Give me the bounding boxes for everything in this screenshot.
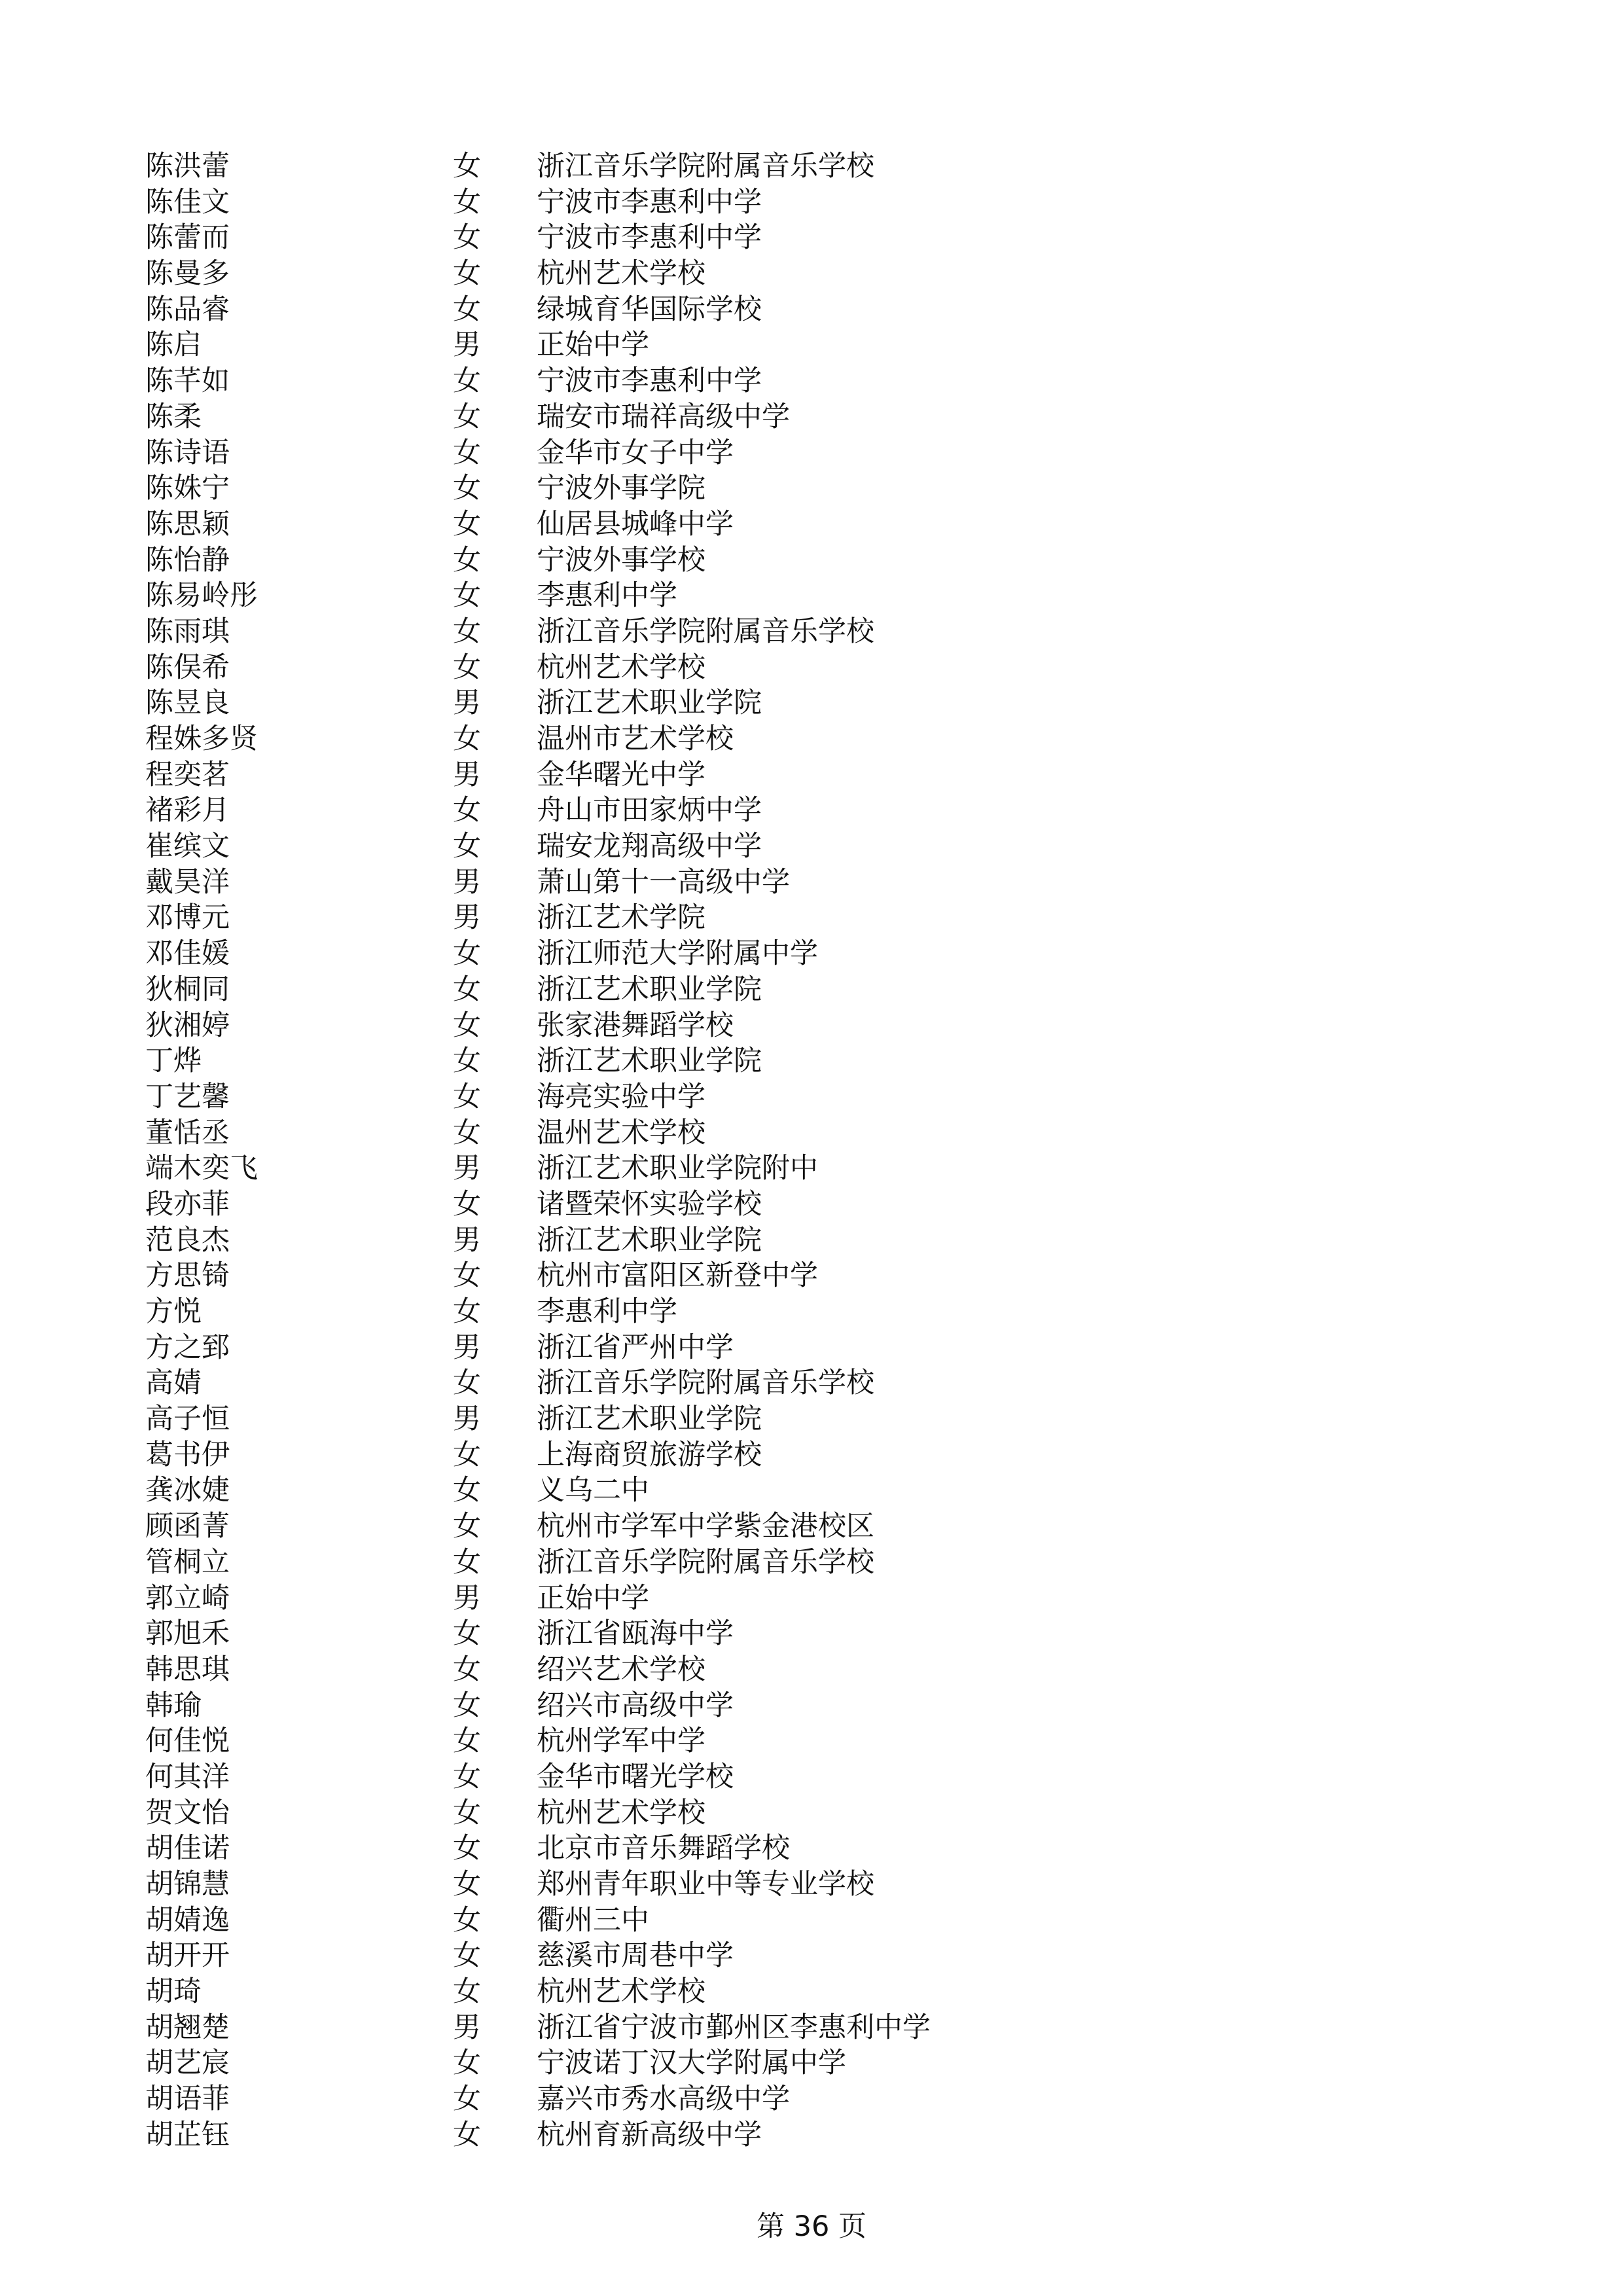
student-gender: 女 xyxy=(453,1187,481,1221)
student-school: 浙江省宁波市鄞州区李惠利中学 xyxy=(537,2011,931,2044)
list-item xyxy=(145,507,1323,543)
list-item xyxy=(145,220,1323,256)
student-gender: 女 xyxy=(453,1259,481,1293)
list-item xyxy=(145,435,1323,471)
student-name: 管桐立 xyxy=(145,1545,230,1579)
student-gender: 女 xyxy=(453,507,481,541)
student-school: 浙江艺术职业学院 xyxy=(537,687,762,720)
student-gender: 女 xyxy=(453,1116,481,1149)
student-name: 丁艺馨 xyxy=(145,1080,230,1113)
list-item xyxy=(145,471,1323,507)
student-name: 陈洪蕾 xyxy=(145,150,230,183)
student-school: 舟山市田家炳中学 xyxy=(537,794,762,827)
student-name: 陈俣希 xyxy=(145,651,230,684)
student-name: 崔缤文 xyxy=(145,830,230,863)
student-name: 陈品睿 xyxy=(145,293,230,326)
student-name: 狄桐同 xyxy=(145,973,230,1006)
student-school: 金华曙光中学 xyxy=(537,758,705,791)
list-item xyxy=(145,1330,1323,1366)
student-gender: 女 xyxy=(453,543,481,577)
student-school: 浙江音乐学院附属音乐学校 xyxy=(537,150,874,183)
student-gender: 女 xyxy=(453,1545,481,1579)
student-name: 陈佳文 xyxy=(145,185,230,219)
student-name: 褚彩月 xyxy=(145,794,230,827)
list-item xyxy=(145,2117,1323,2153)
student-gender: 女 xyxy=(453,723,481,755)
student-name: 陈姝宁 xyxy=(145,472,230,505)
student-gender: 女 xyxy=(453,2083,481,2116)
list-item xyxy=(145,1187,1323,1223)
list-item xyxy=(145,1616,1323,1652)
student-school: 浙江艺术职业学院 xyxy=(537,1223,762,1257)
student-name: 陈曼多 xyxy=(145,257,230,291)
list-item xyxy=(145,1581,1323,1617)
student-school: 宁波外事学院 xyxy=(537,472,705,505)
student-school: 杭州育新高级中学 xyxy=(537,2118,762,2151)
student-name: 陈昱良 xyxy=(145,687,230,720)
student-name: 龚冰婕 xyxy=(145,1474,230,1507)
student-name: 胡锦慧 xyxy=(145,1868,230,1901)
student-name: 丁烨 xyxy=(145,1045,202,1078)
list-item xyxy=(145,1974,1323,2010)
student-gender: 女 xyxy=(453,651,481,684)
student-gender: 女 xyxy=(453,2118,481,2151)
student-school: 温州市艺术学校 xyxy=(537,723,734,755)
list-item xyxy=(145,1795,1323,1831)
student-gender: 男 xyxy=(453,1403,481,1436)
list-item xyxy=(145,650,1323,686)
student-gender: 男 xyxy=(453,865,481,899)
student-gender: 女 xyxy=(453,1832,481,1865)
student-gender: 女 xyxy=(453,1903,481,1937)
list-item xyxy=(145,1473,1323,1509)
student-school: 浙江艺术职业学院 xyxy=(537,1045,762,1078)
student-gender: 女 xyxy=(453,1438,481,1471)
student-name: 陈诗语 xyxy=(145,436,230,469)
list-item xyxy=(145,2081,1323,2117)
student-name: 高子恒 xyxy=(145,1403,230,1436)
list-item xyxy=(145,2045,1323,2081)
student-name: 戴昊洋 xyxy=(145,865,230,899)
list-item xyxy=(145,1079,1323,1115)
student-gender: 女 xyxy=(453,400,481,433)
student-name: 韩思琪 xyxy=(145,1653,230,1686)
student-school: 宁波市李惠利中学 xyxy=(537,221,762,255)
student-school: 衢州三中 xyxy=(537,1903,649,1937)
student-name: 狄湘婷 xyxy=(145,1009,230,1042)
student-name: 范良杰 xyxy=(145,1223,230,1257)
list-item xyxy=(145,865,1323,901)
list-item xyxy=(145,1723,1323,1759)
student-school: 诸暨荣怀实验学校 xyxy=(537,1187,762,1221)
student-school: 金华市曙光学校 xyxy=(537,1760,734,1793)
student-name: 程姝多贤 xyxy=(145,723,258,755)
student-name: 郭立崎 xyxy=(145,1581,230,1615)
list-item xyxy=(145,1938,1323,1974)
student-name: 陈雨琪 xyxy=(145,615,230,648)
student-name: 胡艺宸 xyxy=(145,2047,230,2080)
student-name: 方之郅 xyxy=(145,1331,230,1364)
student-name: 贺文怡 xyxy=(145,1796,230,1829)
list-item xyxy=(145,1759,1323,1795)
student-gender: 男 xyxy=(453,1223,481,1257)
student-school: 杭州学军中学 xyxy=(537,1725,705,1758)
student-gender: 女 xyxy=(453,615,481,648)
student-name: 胡芷钰 xyxy=(145,2118,230,2151)
list-item xyxy=(145,1115,1323,1151)
student-gender: 女 xyxy=(453,1725,481,1758)
list-item xyxy=(145,578,1323,614)
list-item xyxy=(145,614,1323,650)
student-name: 邓佳媛 xyxy=(145,937,230,971)
student-school: 宁波市李惠利中学 xyxy=(537,185,762,219)
student-gender: 女 xyxy=(453,1510,481,1543)
student-gender: 男 xyxy=(453,687,481,720)
list-item xyxy=(145,1509,1323,1545)
student-school: 浙江艺术学院 xyxy=(537,901,705,935)
student-school: 正始中学 xyxy=(537,329,649,362)
student-name: 胡翘楚 xyxy=(145,2011,230,2044)
list-item xyxy=(145,1867,1323,1903)
student-school: 宁波外事学校 xyxy=(537,543,705,577)
student-list xyxy=(145,149,1323,2153)
student-name: 陈芊如 xyxy=(145,365,230,398)
student-gender: 女 xyxy=(453,1045,481,1078)
student-name: 方思锜 xyxy=(145,1259,230,1293)
student-gender: 女 xyxy=(453,1653,481,1686)
student-gender: 女 xyxy=(453,579,481,613)
student-gender: 女 xyxy=(453,150,481,183)
list-item xyxy=(145,292,1323,328)
list-item xyxy=(145,149,1323,185)
student-gender: 女 xyxy=(453,1868,481,1901)
student-name: 胡琦 xyxy=(145,1975,202,2009)
student-gender: 女 xyxy=(453,973,481,1006)
student-school: 宁波市李惠利中学 xyxy=(537,365,762,398)
student-gender: 女 xyxy=(453,1796,481,1829)
student-school: 浙江音乐学院附属音乐学校 xyxy=(537,1367,874,1400)
list-item xyxy=(145,1008,1323,1044)
student-name: 葛书伊 xyxy=(145,1438,230,1471)
student-school: 杭州艺术学校 xyxy=(537,1975,705,2009)
list-item xyxy=(145,1151,1323,1187)
student-gender: 男 xyxy=(453,329,481,362)
student-gender: 女 xyxy=(453,1009,481,1042)
student-school: 绍兴市高级中学 xyxy=(537,1689,734,1722)
list-item xyxy=(145,972,1323,1008)
list-item xyxy=(145,185,1323,221)
student-school: 瑞安龙翔高级中学 xyxy=(537,830,762,863)
list-item xyxy=(145,1903,1323,1939)
list-item xyxy=(145,685,1323,721)
student-gender: 男 xyxy=(453,1331,481,1364)
student-name: 胡开开 xyxy=(145,1939,230,1973)
list-item xyxy=(145,1688,1323,1724)
student-gender: 女 xyxy=(453,185,481,219)
student-school: 浙江艺术职业学院 xyxy=(537,1403,762,1436)
student-gender: 女 xyxy=(453,794,481,827)
student-school: 上海商贸旅游学校 xyxy=(537,1438,762,1471)
student-gender: 女 xyxy=(453,1295,481,1328)
student-gender: 女 xyxy=(453,1617,481,1651)
list-item xyxy=(145,543,1323,579)
student-school: 李惠利中学 xyxy=(537,579,677,613)
list-item xyxy=(145,327,1323,363)
student-school: 杭州市学军中学紫金港校区 xyxy=(537,1510,874,1543)
student-school: 郑州青年职业中等专业学校 xyxy=(537,1868,874,1901)
page-number: 第 36 页 xyxy=(756,2210,867,2243)
student-school: 义乌二中 xyxy=(537,1474,649,1507)
list-item xyxy=(145,1831,1323,1867)
student-school: 杭州艺术学校 xyxy=(537,1796,705,1829)
list-item xyxy=(145,256,1323,292)
student-gender: 女 xyxy=(453,1474,481,1507)
list-item xyxy=(145,399,1323,435)
student-name: 段亦菲 xyxy=(145,1187,230,1221)
student-gender: 女 xyxy=(453,1939,481,1973)
student-school: 海亮实验中学 xyxy=(537,1080,705,1113)
student-gender: 男 xyxy=(453,2011,481,2044)
list-item xyxy=(145,363,1323,399)
student-school: 萧山第十一高级中学 xyxy=(537,865,790,899)
student-school: 宁波诺丁汉大学附属中学 xyxy=(537,2047,846,2080)
list-item xyxy=(145,757,1323,793)
student-name: 邓博元 xyxy=(145,901,230,935)
student-school: 嘉兴市秀水高级中学 xyxy=(537,2083,790,2116)
student-name: 高婧 xyxy=(145,1367,202,1400)
student-name: 胡佳诺 xyxy=(145,1832,230,1865)
list-item xyxy=(145,1223,1323,1259)
student-school: 慈溪市周巷中学 xyxy=(537,1939,734,1973)
student-gender: 女 xyxy=(453,937,481,971)
student-school: 温州艺术学校 xyxy=(537,1116,705,1149)
student-school: 绿城育华国际学校 xyxy=(537,293,762,326)
student-name: 董恬丞 xyxy=(145,1116,230,1149)
student-gender: 女 xyxy=(453,830,481,863)
student-name: 韩瑜 xyxy=(145,1689,202,1722)
list-item xyxy=(145,1652,1323,1688)
student-school: 浙江艺术职业学院附中 xyxy=(537,1152,818,1185)
student-gender: 女 xyxy=(453,436,481,469)
student-school: 浙江省瓯海中学 xyxy=(537,1617,734,1651)
student-gender: 女 xyxy=(453,221,481,255)
student-school: 浙江音乐学院附属音乐学校 xyxy=(537,1545,874,1579)
list-item xyxy=(145,829,1323,865)
student-name: 陈蕾而 xyxy=(145,221,230,255)
student-name: 何其洋 xyxy=(145,1760,230,1793)
student-gender: 女 xyxy=(453,1975,481,2009)
list-item xyxy=(145,1545,1323,1581)
student-name: 端木奕飞 xyxy=(145,1152,258,1185)
student-school: 浙江音乐学院附属音乐学校 xyxy=(537,615,874,648)
student-name: 程奕茗 xyxy=(145,758,230,791)
list-item xyxy=(145,1365,1323,1401)
student-school: 杭州艺术学校 xyxy=(537,257,705,291)
student-name: 陈怡静 xyxy=(145,543,230,577)
student-school: 李惠利中学 xyxy=(537,1295,677,1328)
student-name: 陈思颖 xyxy=(145,507,230,541)
student-name: 陈易岭彤 xyxy=(145,579,258,613)
student-school: 浙江省严州中学 xyxy=(537,1331,734,1364)
student-gender: 男 xyxy=(453,1581,481,1615)
list-item xyxy=(145,936,1323,972)
student-name: 方悦 xyxy=(145,1295,202,1328)
student-name: 何佳悦 xyxy=(145,1725,230,1758)
student-school: 正始中学 xyxy=(537,1581,649,1615)
student-name: 郭旭禾 xyxy=(145,1617,230,1651)
student-gender: 女 xyxy=(453,1367,481,1400)
student-gender: 男 xyxy=(453,901,481,935)
student-name: 顾函菁 xyxy=(145,1510,230,1543)
student-gender: 女 xyxy=(453,1760,481,1793)
student-name: 胡语菲 xyxy=(145,2083,230,2116)
student-gender: 女 xyxy=(453,365,481,398)
list-item xyxy=(145,1258,1323,1294)
student-school: 张家港舞蹈学校 xyxy=(537,1009,734,1042)
student-school: 绍兴艺术学校 xyxy=(537,1653,705,1686)
student-gender: 女 xyxy=(453,472,481,505)
student-gender: 女 xyxy=(453,293,481,326)
list-item xyxy=(145,1401,1323,1437)
student-school: 杭州市富阳区新登中学 xyxy=(537,1259,818,1293)
student-school: 仙居县城峰中学 xyxy=(537,507,734,541)
student-school: 金华市女子中学 xyxy=(537,436,734,469)
student-school: 北京市音乐舞蹈学校 xyxy=(537,1832,790,1865)
student-gender: 女 xyxy=(453,1080,481,1113)
list-item xyxy=(145,1294,1323,1330)
student-name: 陈柔 xyxy=(145,400,202,433)
student-school: 瑞安市瑞祥高级中学 xyxy=(537,400,790,433)
student-gender: 男 xyxy=(453,758,481,791)
student-gender: 男 xyxy=(453,1152,481,1185)
student-name: 胡婧逸 xyxy=(145,1903,230,1937)
student-school: 浙江艺术职业学院 xyxy=(537,973,762,1006)
student-gender: 女 xyxy=(453,1689,481,1722)
student-gender: 女 xyxy=(453,2047,481,2080)
list-item xyxy=(145,1437,1323,1473)
list-item xyxy=(145,721,1323,757)
list-item xyxy=(145,900,1323,936)
student-name: 陈启 xyxy=(145,329,202,362)
list-item xyxy=(145,793,1323,829)
list-item xyxy=(145,2010,1323,2046)
student-gender: 女 xyxy=(453,257,481,291)
student-school: 杭州艺术学校 xyxy=(537,651,705,684)
student-school: 浙江师范大学附属中学 xyxy=(537,937,818,971)
list-item xyxy=(145,1043,1323,1079)
